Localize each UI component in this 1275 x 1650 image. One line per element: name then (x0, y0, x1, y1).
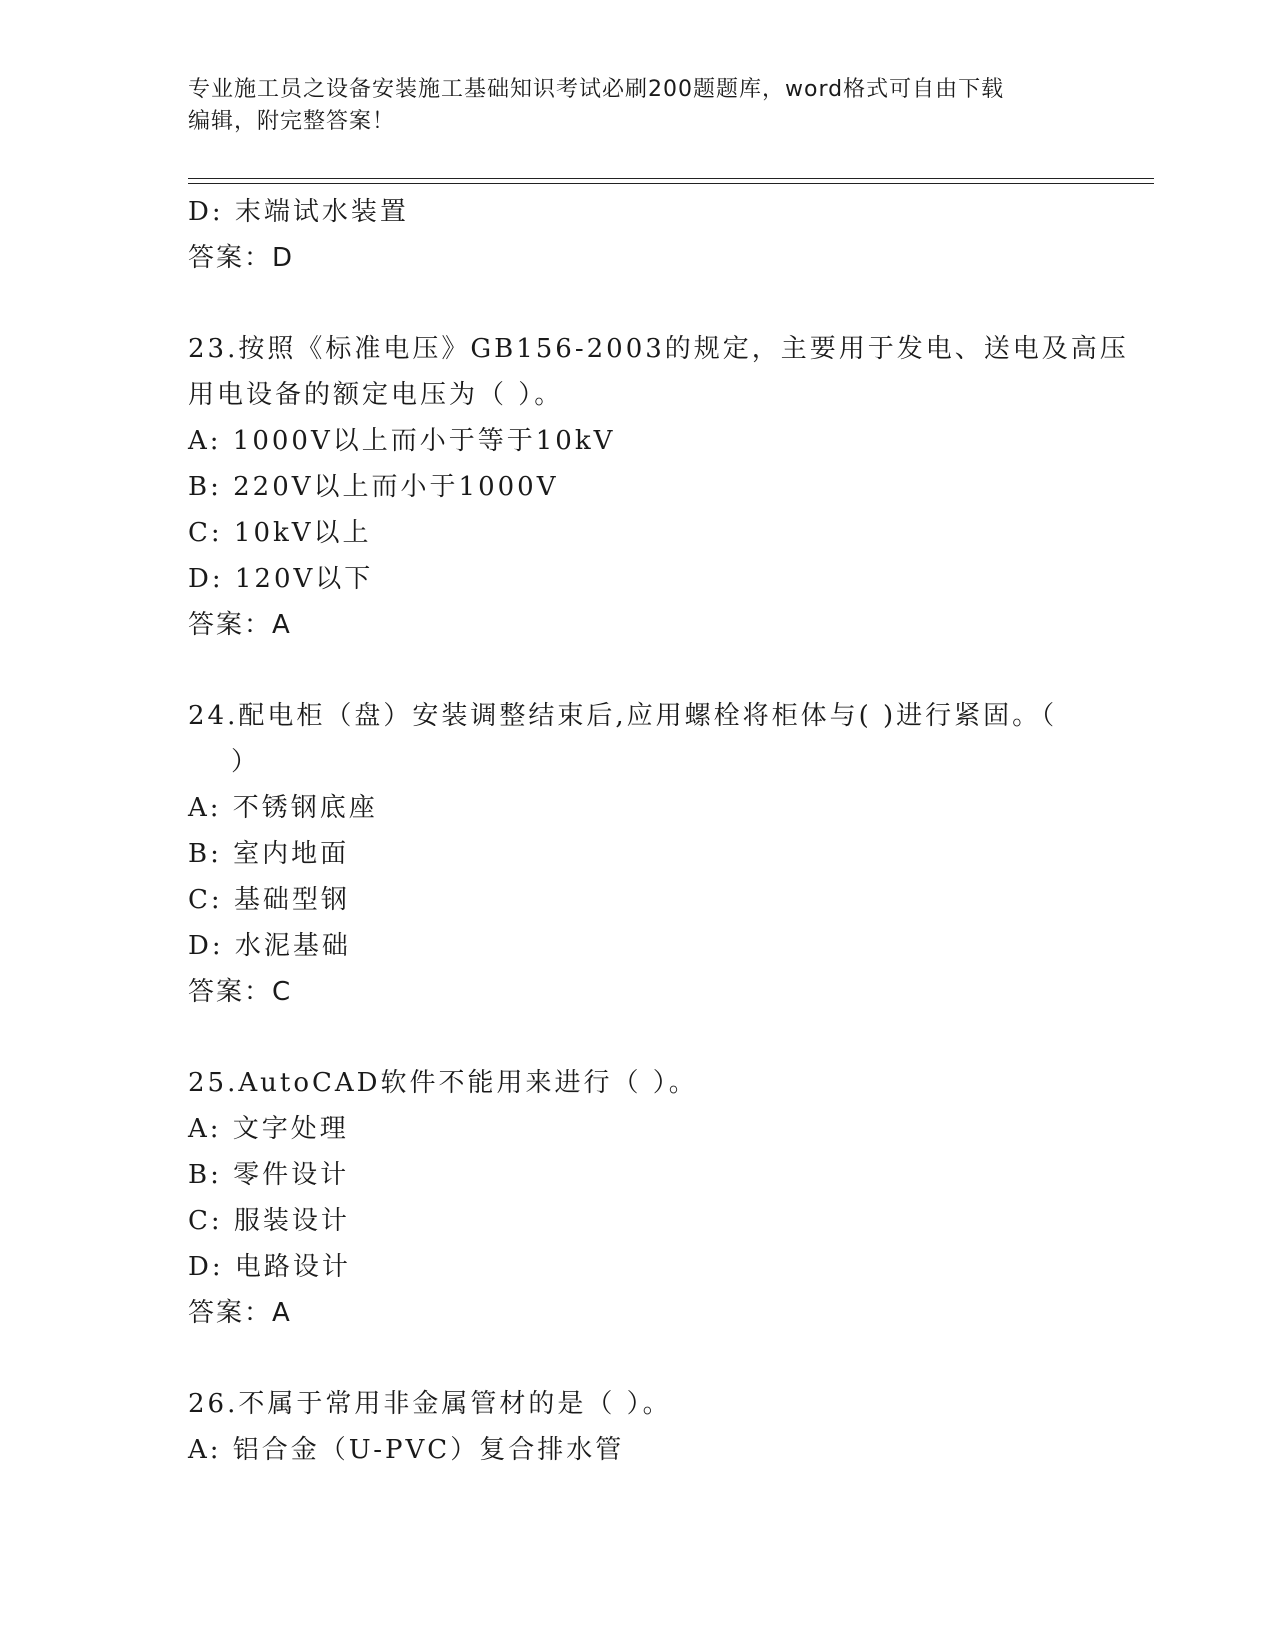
question-content (188, 189, 1129, 1473)
question-26 (188, 1381, 1088, 1473)
question-25 (188, 1060, 1088, 1336)
header-title-line-2: 编辑，附完整答案！ (188, 109, 396, 134)
q23-stem-line-2: 用电设备的额定电压为（ ）。 (188, 380, 564, 410)
q23-option-a: A: 1000V以上而小于等于10kV (188, 426, 616, 456)
q25-answer: 答案：A (188, 1298, 292, 1328)
q22-option-d: D: 末端试水装置 (188, 197, 409, 227)
q23-stem-line-1: 23.按照《标准电压》GB156-2003的规定，主要用于发电、送电及高压 (188, 334, 1129, 364)
q23-option-b: B: 220V以上而小于1000V (188, 472, 559, 502)
q24-option-a: A: 不锈钢底座 (188, 793, 378, 823)
q23-option-c: C: 10kV以上 (188, 518, 372, 548)
header-divider-top (188, 178, 1154, 179)
header-divider-bottom (188, 183, 1154, 184)
q26-stem-line-1: 26.不属于常用非金属管材的是（ ）。 (188, 1389, 672, 1419)
q26-option-a: A: 铝合金（U-PVC）复合排水管 (188, 1435, 625, 1465)
spacer (188, 281, 1088, 326)
q25-option-a: A: 文字处理 (188, 1114, 349, 1144)
q25-option-b: B: 零件设计 (188, 1160, 350, 1190)
q23-answer: 答案：A (188, 610, 292, 640)
q22-answer: 答案：D (188, 243, 295, 273)
q24-stem-line-2: ） (231, 747, 261, 777)
spacer (188, 648, 1088, 693)
question-24 (188, 693, 1088, 1015)
q24-stem-line-1: 24.配电柜（盘）安装调整结束后,应用螺栓将柜体与( )进行紧固。（ (188, 701, 1058, 731)
q25-option-c: C: 服装设计 (188, 1206, 350, 1236)
q23-option-d: D: 120V以下 (188, 564, 374, 594)
header-title-line-1: 专业施工员之设备安装施工基础知识考试必刷200题题库，word格式可自由下载 (188, 77, 1005, 102)
question-22 (188, 189, 1088, 281)
spacer (188, 1015, 1088, 1060)
q25-option-d: D: 电路设计 (188, 1252, 351, 1282)
q24-option-b: B: 室内地面 (188, 839, 350, 869)
spacer (188, 1336, 1088, 1381)
q24-option-d: D: 水泥基础 (188, 931, 351, 961)
q24-option-c: C: 基础型钢 (188, 885, 350, 915)
question-23 (188, 326, 1129, 648)
document-header (188, 74, 1088, 138)
q24-answer: 答案：C (188, 977, 293, 1007)
q25-stem-line-1: 25.AutoCAD软件不能用来进行（ ）。 (188, 1068, 698, 1098)
